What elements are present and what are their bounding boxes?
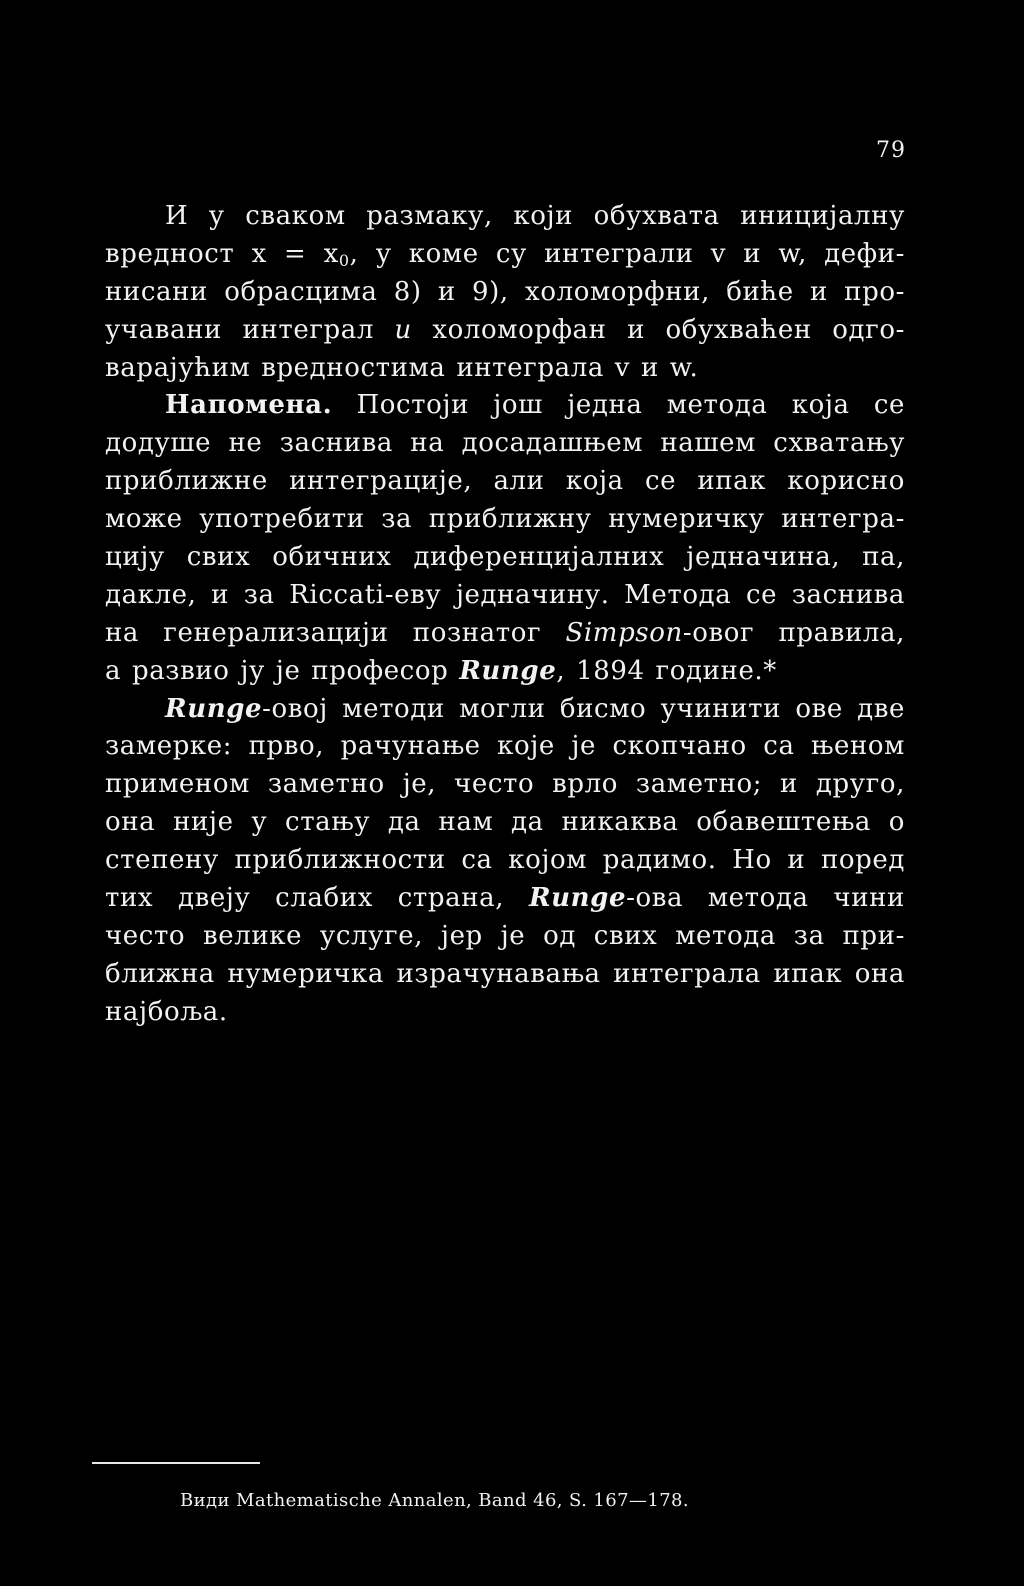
text-line: може употребити за приближну нумеричку интегра- bbox=[105, 504, 905, 535]
text-span: , у коме су интеграли v и w, дефи- bbox=[349, 238, 905, 269]
text-line: степену приближности са којом радимо. Но и поред bbox=[105, 845, 905, 876]
text-line: додуше не заснива на досадашњем нашем схватању bbox=[105, 428, 905, 459]
text-span: а развио ју је професор bbox=[105, 655, 460, 686]
text-span: вредност x = x bbox=[105, 238, 339, 269]
text-line: варајућим вредностима интеграла v и w. bbox=[105, 352, 699, 383]
text-span: , 1894 године.* bbox=[556, 655, 777, 686]
text-line: замерке: прво, рачунање које је скопчано са њеном bbox=[105, 731, 905, 762]
italic-term: Runge bbox=[459, 655, 557, 686]
text-line: нисани обрасцима 8) и 9), холоморфни, биће и про- bbox=[105, 276, 905, 307]
text-line: она није у стању да нам да никаква обавештења о bbox=[105, 807, 905, 838]
text-span: тих двеју слабих страна, bbox=[105, 883, 529, 914]
text-line: често велике услуге, јер је од свих метода за при- bbox=[105, 920, 905, 951]
text-line: цију свих обичних диференцијалних једначина, па, bbox=[105, 542, 905, 573]
text-line: И у сваком размаку, који обухвата иницијалну bbox=[165, 201, 905, 231]
text-line bbox=[105, 653, 905, 691]
body-text bbox=[105, 198, 905, 1032]
text-span: -овој методи могли бисмо учинити ове две bbox=[262, 693, 905, 724]
italic-term: u bbox=[394, 314, 412, 345]
note-heading: Напомена. bbox=[165, 390, 333, 421]
paragraph-2 bbox=[105, 387, 905, 690]
text-line: најбоља. bbox=[105, 996, 228, 1027]
text-line bbox=[105, 387, 905, 425]
italic-term: Runge bbox=[165, 693, 263, 724]
paragraph-3 bbox=[105, 691, 905, 1032]
paragraph-1 bbox=[105, 198, 905, 387]
text-span: учавани интеграл bbox=[105, 314, 395, 345]
text-line: приближне интеграције, али која се ипак корисно bbox=[105, 466, 905, 497]
page-number: 79 bbox=[876, 138, 906, 163]
text-span: Постоји још једна метода која се bbox=[332, 390, 905, 421]
italic-term: Runge bbox=[528, 883, 627, 914]
footnote-divider bbox=[92, 1462, 260, 1464]
text-line bbox=[105, 312, 905, 350]
text-line: дакле, и за Riccati-еву једначину. Метода се заснива bbox=[105, 579, 905, 610]
text-line bbox=[105, 880, 905, 918]
text-line bbox=[105, 691, 905, 729]
text-span: -ова метода чини bbox=[626, 883, 905, 914]
footnote: Види Mathematische Annalen, Band 46, S. 167—178. bbox=[180, 1490, 690, 1511]
italic-term: Simpson bbox=[565, 617, 683, 648]
text-span: -овог правила, bbox=[682, 617, 905, 648]
text-line bbox=[105, 236, 905, 274]
text-line: применом заметно је, често врло заметно; и друго, bbox=[105, 769, 905, 800]
text-span: холоморфан и обухваћен одго- bbox=[411, 314, 905, 345]
text-line bbox=[105, 615, 905, 653]
text-line: ближна нумеричка израчунавања интеграла ипак она bbox=[105, 958, 905, 989]
text-span: на генерализацији познатог bbox=[105, 617, 566, 648]
subscript: 0 bbox=[338, 250, 350, 270]
